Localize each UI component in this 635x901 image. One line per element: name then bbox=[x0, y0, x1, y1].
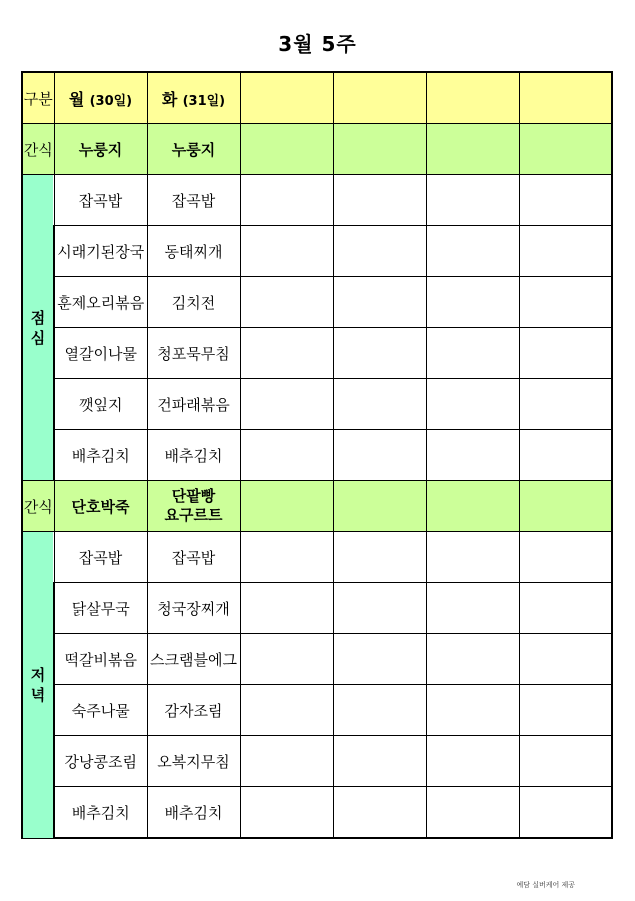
dinner-label-char: 저 bbox=[30, 665, 46, 684]
lunch-row bbox=[22, 175, 612, 226]
menu-cell: 훈제오리볶음 bbox=[54, 277, 147, 328]
menu-cell: 잡곡밥 bbox=[54, 532, 147, 583]
lunch-row bbox=[22, 277, 612, 328]
menu-cell: 단호박죽 bbox=[54, 481, 147, 532]
menu-cell bbox=[426, 532, 519, 583]
menu-cell bbox=[519, 685, 612, 736]
menu-cell bbox=[240, 685, 333, 736]
day-header-tue bbox=[147, 72, 240, 124]
menu-cell bbox=[333, 124, 426, 175]
menu-cell bbox=[333, 787, 426, 839]
menu-cell bbox=[240, 328, 333, 379]
menu-cell bbox=[333, 277, 426, 328]
menu-cell: 배추김치 bbox=[147, 430, 240, 481]
menu-cell: 스크램블에그 bbox=[147, 634, 240, 685]
dinner-row bbox=[22, 736, 612, 787]
menu-cell bbox=[426, 787, 519, 839]
menu-cell: 누룽지 bbox=[147, 124, 240, 175]
menu-cell bbox=[333, 583, 426, 634]
menu-cell bbox=[240, 430, 333, 481]
menu-cell bbox=[426, 175, 519, 226]
category-header: 구분 bbox=[22, 72, 54, 124]
menu-cell: 숙주나물 bbox=[54, 685, 147, 736]
menu-cell: 잡곡밥 bbox=[147, 532, 240, 583]
menu-cell bbox=[426, 430, 519, 481]
menu-cell: 배추김치 bbox=[54, 430, 147, 481]
dinner-row bbox=[22, 532, 612, 583]
menu-cell bbox=[333, 736, 426, 787]
menu-cell bbox=[240, 175, 333, 226]
afternoon-snack-row bbox=[22, 481, 612, 532]
menu-cell bbox=[519, 430, 612, 481]
menu-cell: 김치전 bbox=[147, 277, 240, 328]
menu-cell: 건파래볶음 bbox=[147, 379, 240, 430]
menu-cell bbox=[519, 583, 612, 634]
lunch-row bbox=[22, 379, 612, 430]
menu-cell bbox=[240, 379, 333, 430]
menu-cell: 잡곡밥 bbox=[147, 175, 240, 226]
lunch-label-char: 심 bbox=[30, 328, 46, 347]
menu-cell: 깻잎지 bbox=[54, 379, 147, 430]
dinner-row bbox=[22, 787, 612, 839]
menu-cell bbox=[240, 583, 333, 634]
dinner-row bbox=[22, 634, 612, 685]
menu-cell: 배추김치 bbox=[147, 787, 240, 839]
menu-cell bbox=[333, 634, 426, 685]
lunch-label bbox=[22, 175, 54, 481]
morning-snack-row bbox=[22, 124, 612, 175]
dinner-label-char: 녁 bbox=[30, 685, 46, 704]
snack-label: 간식 bbox=[22, 481, 54, 532]
snack-label: 간식 bbox=[22, 124, 54, 175]
day-date: (30일) bbox=[89, 93, 133, 109]
menu-cell bbox=[240, 481, 333, 532]
menu-cell bbox=[333, 328, 426, 379]
menu-cell bbox=[240, 124, 333, 175]
menu-cell bbox=[519, 379, 612, 430]
menu-cell bbox=[519, 532, 612, 583]
menu-cell bbox=[426, 736, 519, 787]
lunch-row bbox=[22, 430, 612, 481]
menu-cell bbox=[426, 634, 519, 685]
dinner-row bbox=[22, 583, 612, 634]
menu-cell: 닭살무국 bbox=[54, 583, 147, 634]
menu-cell: 오복지무침 bbox=[147, 736, 240, 787]
day-header-mon bbox=[54, 72, 147, 124]
menu-cell bbox=[333, 175, 426, 226]
menu-cell: 누룽지 bbox=[54, 124, 147, 175]
menu-cell bbox=[240, 634, 333, 685]
menu-cell bbox=[333, 685, 426, 736]
menu-line: 단팥빵 bbox=[171, 487, 216, 505]
menu-cell bbox=[333, 379, 426, 430]
menu-cell bbox=[519, 328, 612, 379]
menu-cell bbox=[426, 379, 519, 430]
day-date: (31일) bbox=[182, 93, 226, 109]
dinner-row bbox=[22, 685, 612, 736]
menu-cell bbox=[426, 226, 519, 277]
menu-cell bbox=[426, 583, 519, 634]
lunch-row bbox=[22, 226, 612, 277]
menu-line: 요구르트 bbox=[164, 506, 223, 524]
lunch-row bbox=[22, 328, 612, 379]
footer-credit: 예담 실버케어 제공 bbox=[516, 881, 575, 889]
menu-cell bbox=[333, 226, 426, 277]
menu-cell bbox=[240, 277, 333, 328]
menu-cell bbox=[333, 481, 426, 532]
menu-cell bbox=[519, 481, 612, 532]
menu-cell bbox=[519, 277, 612, 328]
day-header-empty bbox=[426, 72, 519, 124]
menu-cell: 시래기된장국 bbox=[54, 226, 147, 277]
menu-cell bbox=[147, 481, 240, 532]
menu-cell: 배추김치 bbox=[54, 787, 147, 839]
day-name: 화 bbox=[161, 89, 178, 109]
menu-cell: 동태찌개 bbox=[147, 226, 240, 277]
weekly-menu-table bbox=[21, 71, 613, 839]
menu-cell: 떡갈비볶음 bbox=[54, 634, 147, 685]
menu-cell: 열갈이나물 bbox=[54, 328, 147, 379]
menu-cell: 청국장찌개 bbox=[147, 583, 240, 634]
menu-cell bbox=[519, 175, 612, 226]
menu-cell: 강낭콩조림 bbox=[54, 736, 147, 787]
menu-cell bbox=[426, 685, 519, 736]
menu-cell bbox=[426, 481, 519, 532]
menu-cell bbox=[519, 736, 612, 787]
day-header-empty bbox=[519, 72, 612, 124]
header-row bbox=[22, 72, 612, 124]
menu-cell bbox=[426, 328, 519, 379]
menu-cell bbox=[240, 736, 333, 787]
menu-cell: 감자조림 bbox=[147, 685, 240, 736]
menu-cell bbox=[519, 787, 612, 839]
day-header-empty bbox=[240, 72, 333, 124]
menu-cell bbox=[519, 124, 612, 175]
lunch-label-char: 점 bbox=[30, 308, 46, 327]
dinner-label bbox=[22, 532, 54, 839]
day-name: 월 bbox=[68, 89, 85, 109]
menu-cell bbox=[333, 532, 426, 583]
menu-cell bbox=[333, 430, 426, 481]
menu-cell bbox=[426, 124, 519, 175]
menu-cell bbox=[519, 226, 612, 277]
menu-cell: 청포묵무침 bbox=[147, 328, 240, 379]
menu-cell bbox=[240, 787, 333, 839]
menu-cell bbox=[426, 277, 519, 328]
menu-cell bbox=[240, 532, 333, 583]
menu-cell: 잡곡밥 bbox=[54, 175, 147, 226]
day-header-empty bbox=[333, 72, 426, 124]
menu-cell bbox=[240, 226, 333, 277]
menu-cell bbox=[519, 634, 612, 685]
page-title: 3월 5주 bbox=[278, 32, 357, 56]
